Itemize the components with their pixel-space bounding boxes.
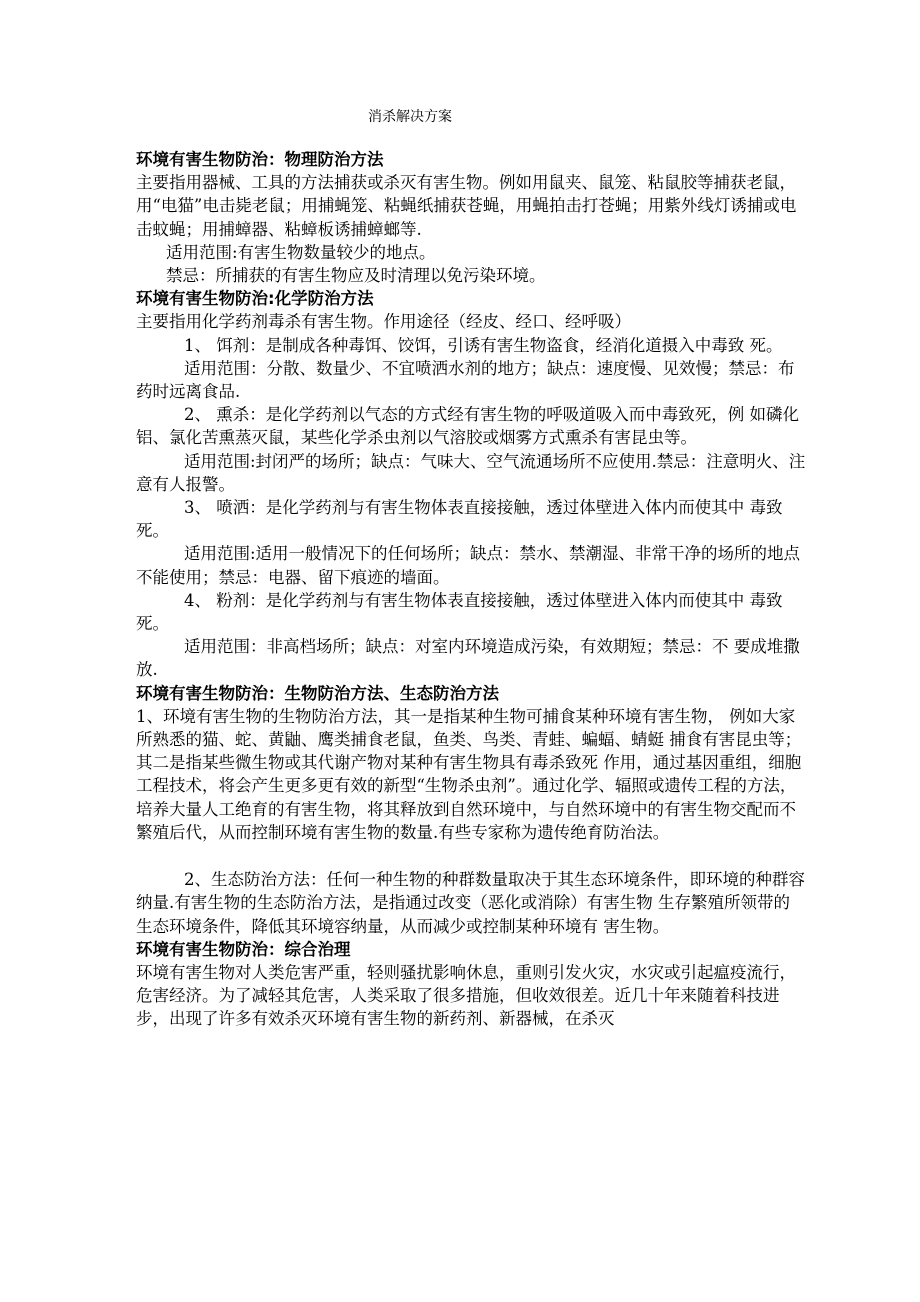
chemical-item-powder-scope: 适用范围：非高档场所；缺点：对室内环境造成污染，有效期短；禁忌：不 要成堆撒放. (136, 637, 800, 680)
physical-taboo: 禁忌：所捕获的有害生物应及时清理以免污染环境。 (166, 266, 546, 286)
chemical-intro: 主要指用化学药剂毒杀有害生物。作用途径（经皮、经口、经呼吸） (136, 312, 631, 332)
biological-para-1: 1、环境有害生物的生物防治方法，其一是指某种生物可捕食某种环境有害生物， 例如大家所熟悉的猫、蛇、黄鼬、鹰类捕食老鼠，鱼类、鸟类、青蛙、蝙蝠、蜻蜓 捕食有害昆虫等；其二是指某些微生物或其代谢产物对某种有害生物具有毒杀致死 作用，通过基因重组，细胞工程技术，将会产生更多更有效的新型“生物杀虫剂”。通过化学、辐照或遗传工程的方法，培养大量人工绝育的有害生物，将其释放到自然环境中，与自然环境中的有害生物交配而不繁殖后代，从而控制环境有害生物的数量.有些专家称为遗传绝育防治法。 (136, 706, 802, 842)
chemical-item-spray: 3、 喷洒：是化学药剂与有害生物体表直接接触，透过体壁进入体内而使其中 毒致死。 (136, 498, 783, 541)
paragraph-gap (136, 844, 806, 868)
physical-scope: 适用范围:有害生物数量较少的地点。 (166, 242, 436, 262)
section-heading-biological: 环境有害生物防治：生物防治方法、生态防治方法 (136, 683, 499, 703)
document-title: 消杀解决方案 (368, 109, 452, 125)
chemical-item-spray-scope: 适用范围:适用一般情况下的任何场所；缺点：禁水、禁潮湿、非常干净的场所的地点不能使用；禁忌：电器、留下痕迹的墙面。 (136, 544, 801, 587)
chemical-item-fumigation: 2、 熏杀：是化学药剂以气态的方式经有害生物的呼吸道吸入而中毒致死，例 如磷化铝、氯化苦熏蒸灭鼠，某些化学杀虫剂以气溶胶或烟雾方式熏杀有害昆虫等。 (136, 405, 799, 448)
section-heading-chemical: 环境有害生物防治:化学防治方法 (136, 289, 374, 309)
section-heading-physical: 环境有害生物防治：物理防治方法 (136, 150, 384, 169)
document-body (136, 148, 806, 1031)
chemical-item-bait: 1、 饵剂：是制成各种毒饵、饺饵，引诱有害生物盗食，经消化道摄入中毒致 死。 (184, 335, 783, 355)
chemical-item-powder: 4、 粉剂：是化学药剂与有害生物体表直接接触，透过体壁进入体内而使其中 毒致死。 (136, 590, 783, 634)
integrated-para: 环境有害生物对人类危害严重，轻则骚扰影响休息，重则引发火灾，水灾或引起瘟疫流行，危害经济。为了减轻其危害，人类采取了很多措施，但收效很差。近几十年来随着科技进步，出现了许多有效杀灭环境有害生物的新药剂、新器械，在杀灭 (136, 962, 796, 1029)
section-heading-integrated: 环境有害生物防治：综合治理 (136, 939, 351, 959)
biological-para-2: 2、生态防治方法：任何一种生物的种群数量取决于其生态环境条件，即环境的种群容纳量.有害生物的生态防治方法，是指通过改变（恶化或消除）有害生物 生存繁殖所领带的生态环境条件，降低其环境容纳量，从而减少或控制某种环境有 害生物。 (136, 870, 805, 936)
chemical-item-bait-scope: 适用范围：分散、数量少、不宜喷洒水剂的地方；缺点：速度慢、见效慢；禁忌：布药时远离食品. (136, 358, 795, 402)
physical-intro: 主要指用器械、工具的方法捕获或杀灭有害生物。例如用鼠夹、鼠笼、粘鼠胶等捕获老鼠，用“电猫”电击毙老鼠；用捕蝇笼、粘蝇纸捕获苍蝇，用蝇拍击打苍蝇；用紫外线灯诱捕或电击蚊蝇；用捕蟑器、粘蟑板诱捕蟑螂等. (136, 173, 797, 239)
chemical-item-fumigation-scope: 适用范围:封闭严的场所；缺点：气味大、空气流通场所不应使用.禁忌：注意明火、注意有人报警。 (136, 451, 806, 494)
